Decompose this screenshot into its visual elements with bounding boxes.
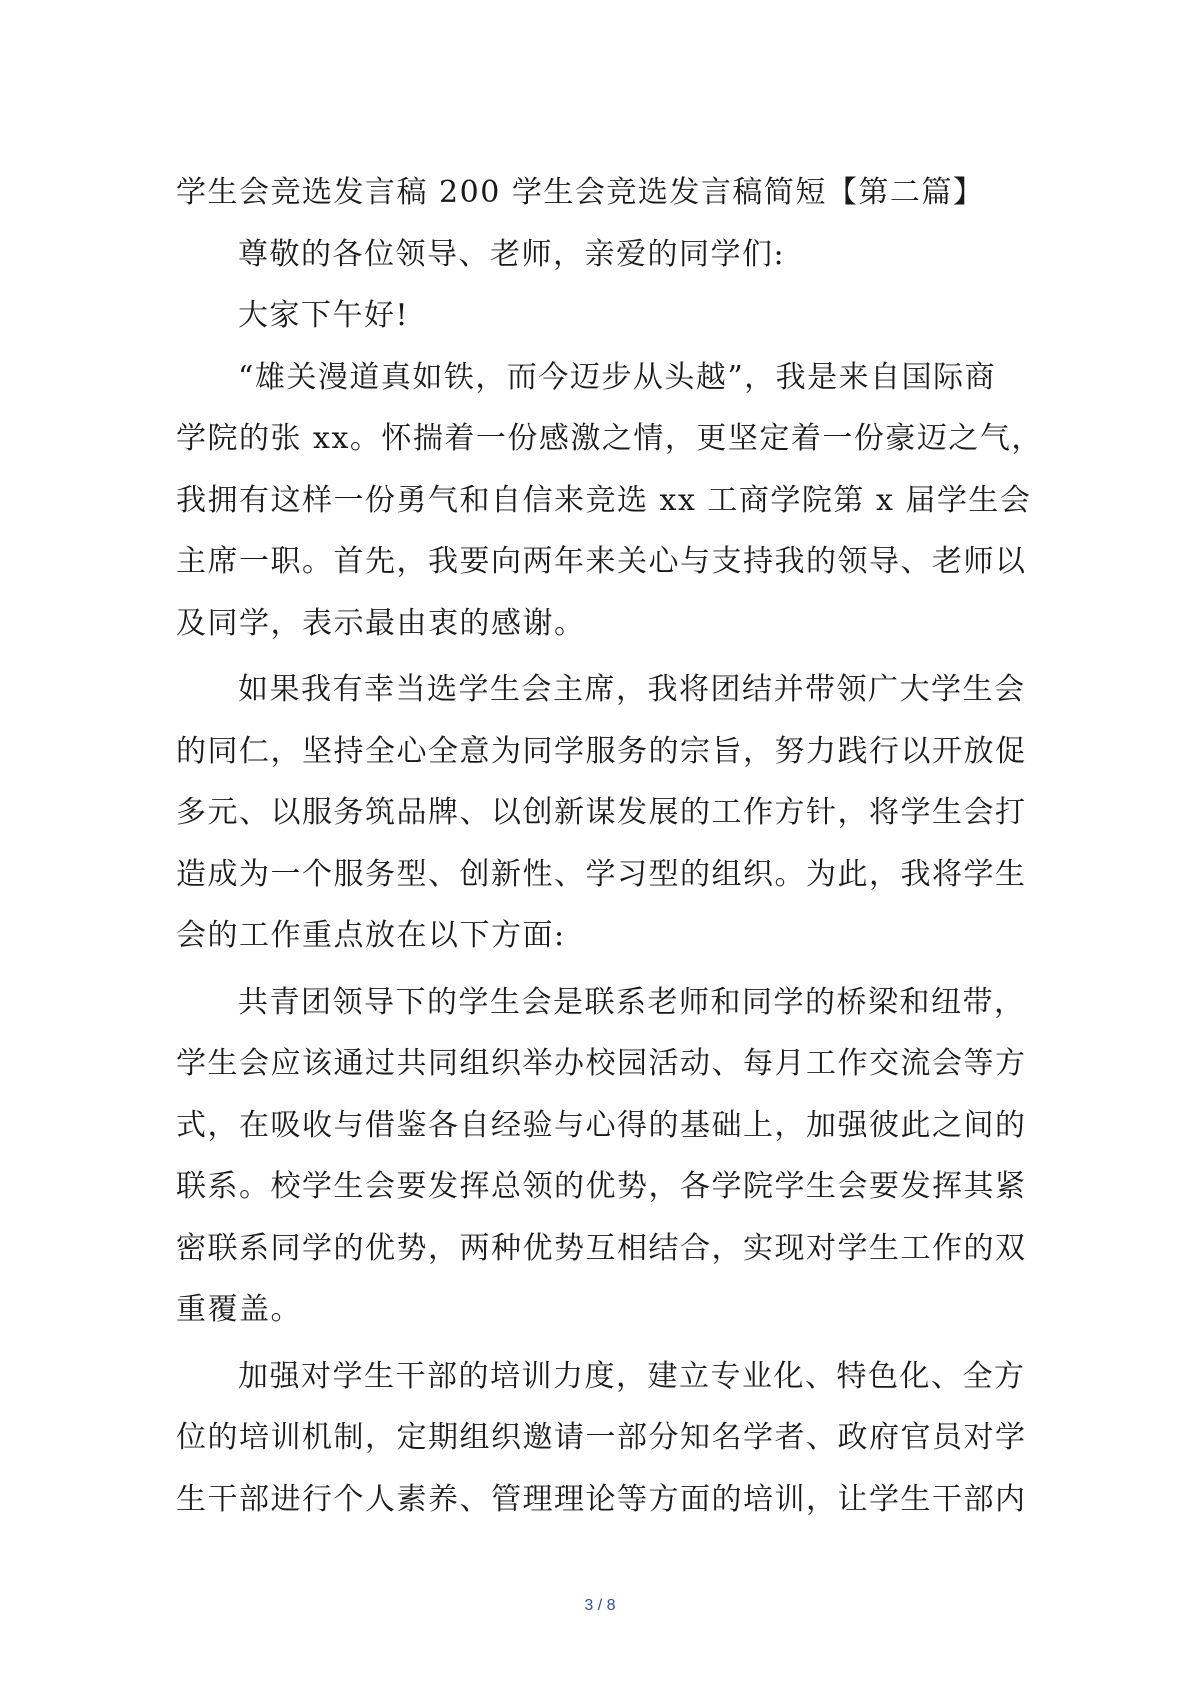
paragraph-line: 式，在吸收与借鉴各自经验与心得的基础上，加强彼此之间的: [176, 1107, 1027, 1143]
paragraph-line: 共青团领导下的学生会是联系老师和同学的桥梁和纽带，: [238, 984, 1026, 1020]
paragraph-line: 主席一职。首先，我要向两年来关心与支持我的领导、老师以: [176, 544, 1027, 579]
hello-line: 大家下午好!: [238, 298, 410, 333]
paragraph-line: “雄关漫道真如铁，而今迈步从头越”，我是来自国际商: [238, 359, 997, 395]
page-number: 3 / 8: [584, 1597, 616, 1614]
document-title: 学生会竞选发言稿 200 学生会竞选发言稿简短【第二篇】: [176, 175, 985, 210]
paragraph-line: 及同学，表示最由衷的感谢。: [176, 605, 586, 641]
paragraph-line: 密联系同学的优势，两种优势互相结合，实现对学生工作的双: [176, 1230, 1027, 1266]
paragraph-line: 的同仁，坚持全心全意为同学服务的宗旨，努力践行以开放促: [176, 733, 1027, 769]
paragraph-line: 我拥有这样一份勇气和自信来竞选 xx 工商学院第 x 届学生会: [176, 482, 1032, 518]
greeting-line: 尊敬的各位领导、老师，亲爱的同学们:: [238, 236, 786, 272]
paragraph-line: 多元、以服务筑品牌、以创新谋发展的工作方针，将学生会打: [176, 795, 1027, 830]
paragraph-line: 联系。校学生会要发挥总领的优势，各学院学生会要发挥其紧: [176, 1169, 1027, 1204]
paragraph-1: [176, 347, 1043, 655]
paragraph-4: [176, 1346, 1036, 1531]
document-body: [176, 162, 1043, 1530]
paragraph-2: [176, 659, 1036, 967]
paragraph-line: 位的培训机制，定期组织邀请一部分知名学者、政府官员对学: [176, 1420, 1027, 1455]
paragraph-line: 学生会应该通过共同组织举办校园活动、每月工作交流会等方: [176, 1046, 1027, 1081]
paragraph-line: 造成为一个服务型、创新性、学习型的组织。为此，我将学生: [176, 856, 1027, 892]
paragraph-3: [176, 972, 1036, 1341]
paragraph-line: 学院的张 xx。怀揣着一份感激之情，更坚定着一份豪迈之气，: [176, 421, 1043, 456]
paragraph-line: 会的工作重点放在以下方面:: [176, 918, 566, 953]
paragraph-line: 加强对学生干部的培训力度，建立专业化、特色化、全方: [238, 1358, 1026, 1394]
paragraph-line: 如果我有幸当选学生会主席，我将团结并带领广大学生会: [238, 672, 1026, 707]
paragraph-line: 重覆盖。: [176, 1292, 302, 1327]
paragraph-line: 生干部进行个人素养、管理理论等方面的培训，让学生干部内: [176, 1481, 1027, 1517]
